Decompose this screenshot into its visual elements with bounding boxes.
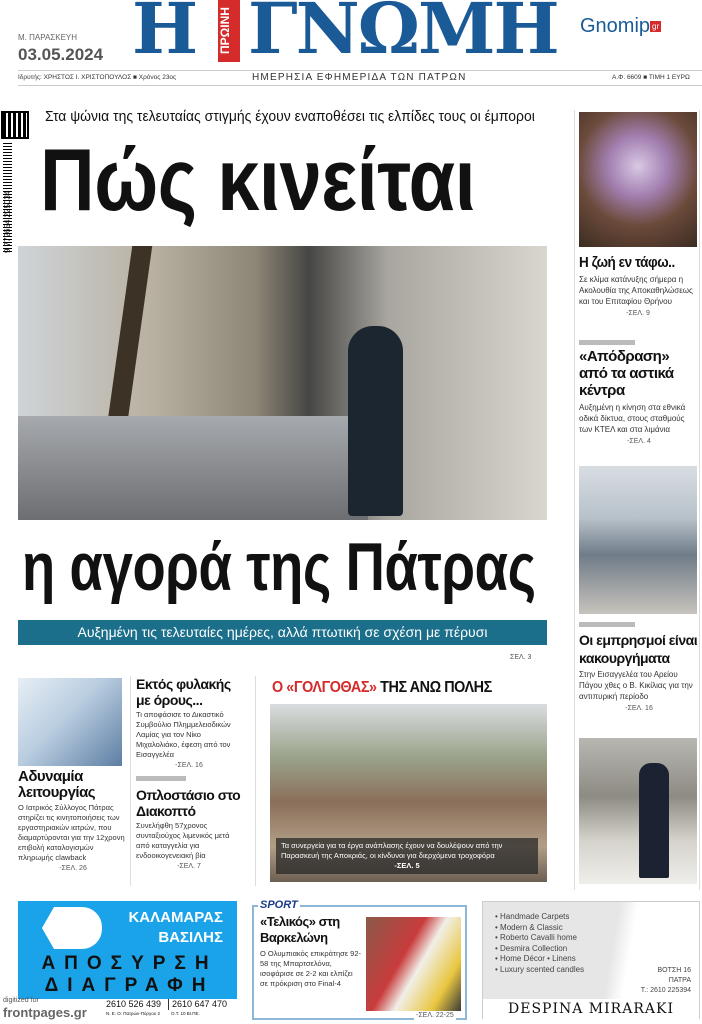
ad-despina[interactable] (482, 901, 700, 1019)
lead-subhead-bar (18, 620, 547, 645)
lead-kicker: Στα ψώνια της τελευταίας στιγμής έχουν εναποθέσει τις ελπίδες τους οι έμποροι (45, 108, 535, 125)
lead-photo-street (18, 246, 547, 520)
despina-item: • Home Décor • Linens (495, 954, 576, 963)
logo-eta: Η (132, 0, 199, 70)
barcode (3, 113, 29, 263)
lead-headline-top: Πώς κινείται (40, 130, 476, 229)
article-2-page: -ΣΕΛ. 16 (175, 762, 203, 769)
column-rule (130, 676, 131, 886)
article-3-title: Οπλοστάσιο στο Διακοπτό (136, 787, 241, 819)
sidebar-3-page: -ΣΕΛ. 16 (625, 705, 653, 712)
lead-subhead: Αυξημένη τις τελευταίες ημέρες, αλλά πτωτική σε σχέση με πέρυσι (77, 624, 488, 640)
qr-code-icon (3, 113, 27, 137)
despina-address-2: ΠΑΤΡΑ (668, 977, 691, 984)
kikilias-photo (579, 738, 697, 884)
sidebar-1-body: Σε κλίμα κατάνυξης σήμερα η Ακολουθία της Αποκαθηλώσεως και του Επιταφίου Θρήνου (579, 275, 693, 306)
ad-name-1: ΚΑΛΑΜΑΡΑΣ (128, 909, 223, 926)
article-4-title-red: Ο «ΓΟΛΓΟΘΑΣ» (272, 679, 377, 696)
logo-title: ΓΝΩΜΗ (248, 0, 558, 70)
article-4-page: -ΣΕΛ. 5 (394, 861, 420, 870)
sport-text (260, 914, 362, 989)
article-4-title-black: ΤΗΣ ΑΝΩ ΠΟΛΗΣ (380, 679, 492, 696)
despina-item: • Handmade Carpets (495, 912, 570, 921)
ad-address-2: Ο.Τ. 10 ΒΙ.ΠΕ. (171, 1011, 200, 1016)
despina-brand: DESPINA MIRARAKI (483, 999, 699, 1019)
web-logo (580, 14, 661, 39)
issue-info: Α.Φ. 6609 ■ ΤΙΜΗ 1 ΕΥΡΩ (612, 74, 690, 81)
basketball-photo (366, 917, 461, 1011)
ad-line-1: ΑΠΟΣΥΡΣΗ (41, 953, 218, 974)
logo-vertical: ΠΡΩΙΝΗ (218, 0, 240, 62)
ad-name-2: ΒΑΣΙΛΗΣ (158, 929, 223, 946)
article-2 (136, 676, 246, 872)
ad-address: Ν. Ε. Ο. Πατρών-Πύργου 2 (106, 1011, 160, 1016)
ad-phone-1: 2610 526 439 (106, 999, 162, 1009)
watermark-line-2: frontpages.gr (3, 1005, 87, 1020)
sidebar-2-page: -ΣΕΛ. 4 (627, 438, 651, 445)
despina-item: • Luxury scented candles (495, 964, 585, 974)
bus-station-photo (579, 466, 697, 614)
epitaph-photo (579, 112, 697, 247)
day-label: Μ. ΠΑΡΑΣΚΕΥΗ (18, 33, 78, 42)
sidebar-3-title: Οι εμπρησμοί είναι κακουργήματα (579, 632, 698, 666)
article-2-title: Εκτός φυλακής με όρους... (136, 676, 231, 708)
photo-shopper (348, 326, 403, 516)
column-rule (255, 676, 256, 886)
ad-sport[interactable] (252, 899, 467, 1020)
upper-town-photo (270, 704, 547, 882)
lead-headline-bottom: η αγορά της Πάτρας (22, 529, 536, 605)
sidebar-1-title: Η ζωή εν τάφω.. (579, 254, 675, 271)
despina-item: • Desmira Collection (495, 943, 568, 953)
article-3-page: -ΣΕΛ. 7 (177, 863, 201, 870)
founder: Ιδρυτής: ΧΡΗΣΤΟΣ Ι. ΧΡΙΣΤΟΠΟΥΛΟΣ ■ Χρόνος 23ος (18, 74, 177, 81)
despina-list (495, 912, 584, 975)
article-1-page: -ΣΕΛ. 26 (59, 865, 87, 872)
despina-item: • Roberto Cavalli home (495, 933, 577, 942)
sidebar-1-page: -ΣΕΛ. 9 (626, 310, 650, 317)
sidebar-2-body: Αυξημένη η κίνηση στα εθνικά οδικά δίκτυα, στους σταθμούς των ΚΤΕΛ και στα λιμάνια (579, 403, 686, 434)
sport-page: -ΣΕΛ. 22-25 (416, 1012, 454, 1019)
sport-label: SPORT (260, 899, 298, 911)
article-1-title: Αδυναμία λειτουργίας (18, 768, 96, 801)
web-logo-text: Gnomip (580, 15, 651, 37)
sidebar-3-body: Στην Εισαγγελέα του Αρείου Πάγου χθες ο Β. Κικίλιας για την αντιπυρική περίοδο (579, 670, 693, 701)
sidebar (574, 110, 700, 890)
sidebar-2-title: «Απόδραση» από τα αστικά κέντρα (579, 348, 674, 399)
photo-person (639, 763, 669, 878)
sport-title: «Τελικός» στη Βαρκελώνη (260, 914, 340, 945)
despina-item: • Modern & Classic (495, 922, 563, 932)
despina-phone: Τ.: 2610 225394 (640, 987, 691, 994)
article-4-caption: Τα συνεργεία για τα έργα ανάπλασης έχουν να δουλέψουν από την Παρασκευή της Αποκριάς, οι κίνδυνοι για διερχόμενα τροχοφόρα (281, 841, 503, 860)
sport-body: Ο Ολυμπιακός επικράτησε 92-58 της Μπαρτσελόνα, ισοφάρισε σε 2-2 και ελπίζει σε πρόκριση στο Final-4 (260, 949, 362, 988)
kalamaras-logo-icon (42, 907, 102, 949)
article-1 (18, 769, 128, 874)
date: 03.05.2024 (18, 45, 104, 64)
web-logo-tld: gr (652, 21, 660, 31)
ad-phone-2: 2610 647 470 (168, 999, 227, 1010)
despina-address-1: ΒΟΤΣΗ 16 (657, 967, 691, 974)
sidebar-story-3 (579, 631, 699, 714)
sidebar-story-2 (579, 348, 699, 447)
subtitle: ΗΜΕΡΗΣΙΑ ΕΦΗΜΕΡΙΔΑ ΤΩΝ ΠΑΤΡΩΝ (252, 72, 467, 83)
divider (579, 340, 635, 345)
despina-address (641, 966, 691, 996)
lab-photo (18, 678, 122, 766)
divider (579, 622, 635, 627)
ad-line-2: ΔΙΑΓΡΑΦΗ (44, 975, 215, 996)
masthead (0, 0, 702, 95)
watermark-line-1: digitized for (3, 997, 39, 1004)
article-1-body: Ο Ιατρικός Σύλλογος Πάτρας στηρίζει τις κινητοποιήσεις των εργαστηριακών ιατρών, που διαμαρτύρονται για την 12χρονη επιβολή καταλογισμών πληρωμής clawback (18, 803, 125, 862)
divider (136, 776, 186, 781)
article-3-body: Συνελήφθη 57χρονος συνταξιούχος λιμενικός μετά από καταγγελία για ενδοοικογενειακή βία (136, 821, 230, 860)
photo-pavement (18, 416, 368, 520)
sidebar-story-1 (579, 254, 697, 319)
barcode-number: 9 772654 225034 (3, 143, 24, 253)
article-4-title (272, 678, 492, 698)
lead-page-ref: ΣΕΛ. 3 (510, 654, 532, 661)
article-2-body: Τι αποφάσισε το Δικαστικό Συμβούλιο Πλημμελειοδικών Λαμίας για τον Νίκο Μιχαλολιάκο, έφεση από τον Εισαγγελέα (136, 710, 231, 759)
photo-caption-box (276, 838, 538, 874)
watermark (3, 996, 87, 1020)
